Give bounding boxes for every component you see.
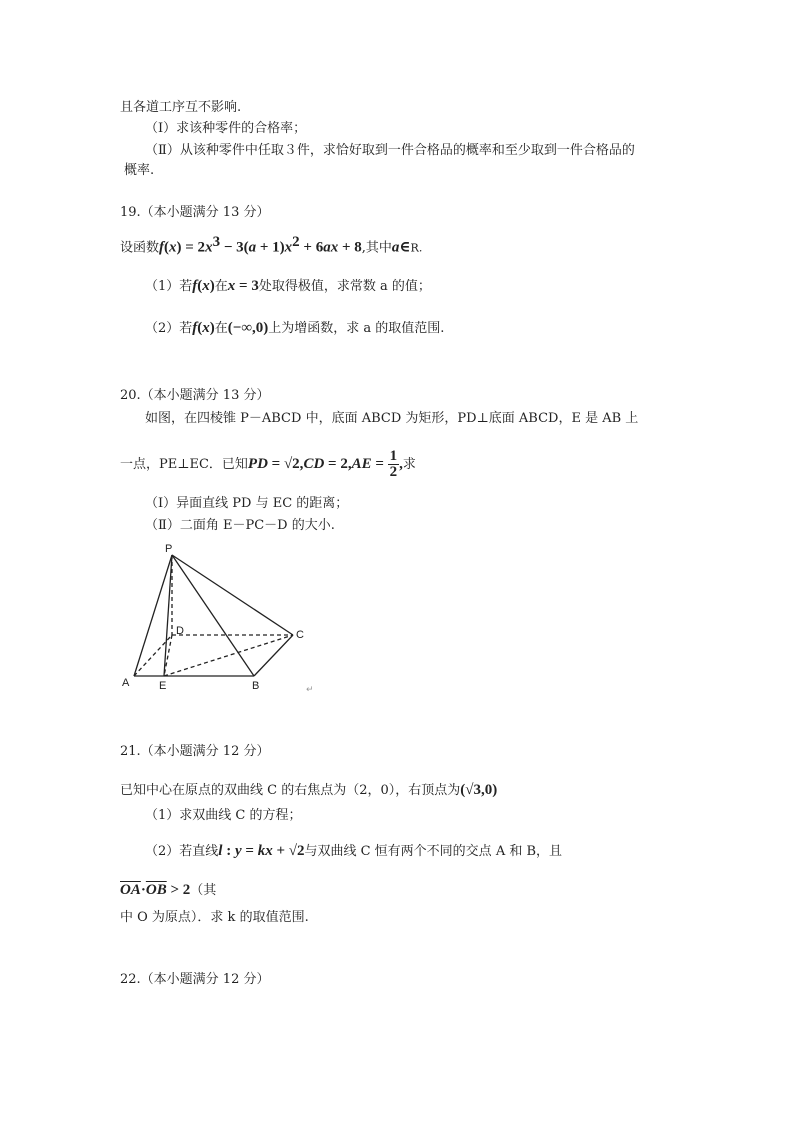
q18-part2-cont: 概率. [124,163,155,178]
q21-line-last: 中 O 为原点）．求 k 的取值范围. [120,910,309,925]
q19-function-formula: f [159,239,165,256]
q20-line1: 如图，在四棱锥 P－ABCD 中，底面 ABCD 为矩形，PD⊥底面 ABCD，E 是 AB 上 [145,411,639,426]
edge-PB [172,555,254,676]
q20-line2: 一点，PE⊥EC．已知PD = √2,CD = 2,AE = $\frac{1}{2}$ ,求 [120,448,416,480]
q21-part2: （2）若直线l : y = kx + √2与双曲线 C 恒有两个不同的交点 A 和 B，且 [145,843,563,859]
q20-fraction: $\frac{1}{2}$ [389,448,398,480]
q21-part1: （1）求双曲线 C 的方程； [145,808,302,823]
q22-header: 22.（本小题满分 12 分） [120,972,270,987]
paragraph-mark: ↵ [306,684,314,694]
q18-part1: （Ⅰ）求该种零件的合格率； [145,121,307,136]
label-E: E [159,680,167,692]
q20-part1: （Ⅰ）异面直线 PD 与 EC 的距离； [145,496,349,511]
q19-part2: （2）若f(x)在(−∞,0)上为增函数，求 a 的取值范围. [145,320,445,336]
q18-part2: （Ⅱ）从该种零件中任取３件，求恰好取到一件合格品的概率和至少取到一件合格品的 [145,143,635,158]
label-P: P [165,543,173,555]
q19-R: R. [410,241,423,255]
label-C: C [296,629,304,641]
q19-intro-prefix: 设函数 [120,240,160,256]
q21-line1: 已知中心在原点的双曲线 C 的右焦点为（2，0），右顶点为(√3,0) [120,782,498,798]
q19-set-symbol: ∈ [399,239,411,256]
edge-PA [134,555,172,676]
q18-line1: 且各道工序互不影响. [120,100,242,115]
q21-condition: $\overline{OA}\cdot\overline{OB} > 2$（其 [120,882,217,898]
q21-header: 21.（本小题满分 12 分） [120,744,270,759]
edge-PC [172,555,293,635]
pyramid-figure [118,540,328,700]
q19-a: a [391,239,400,256]
q19-header: 19.（本小题满分 13 分） [120,205,270,220]
q20-part2: （Ⅱ）二面角 E－PC－D 的大小. [145,518,335,533]
q19-part1: （1）若f(x)在x = 3处取得极值，求常数 a 的值； [145,278,431,294]
q19-intro: 设函数$f(x) = 2x^3 - 3(a + 1)x^2 + 6ax + 8$,其中a∈R. [120,234,423,256]
q20-header: 20.（本小题满分 13 分） [120,388,270,403]
label-B: B [252,680,260,692]
label-A: A [122,677,130,689]
label-D: D [176,625,184,637]
q21-vertex: (√3,0) [460,782,498,798]
q19-intro-suffix: ,其中 [361,240,392,256]
